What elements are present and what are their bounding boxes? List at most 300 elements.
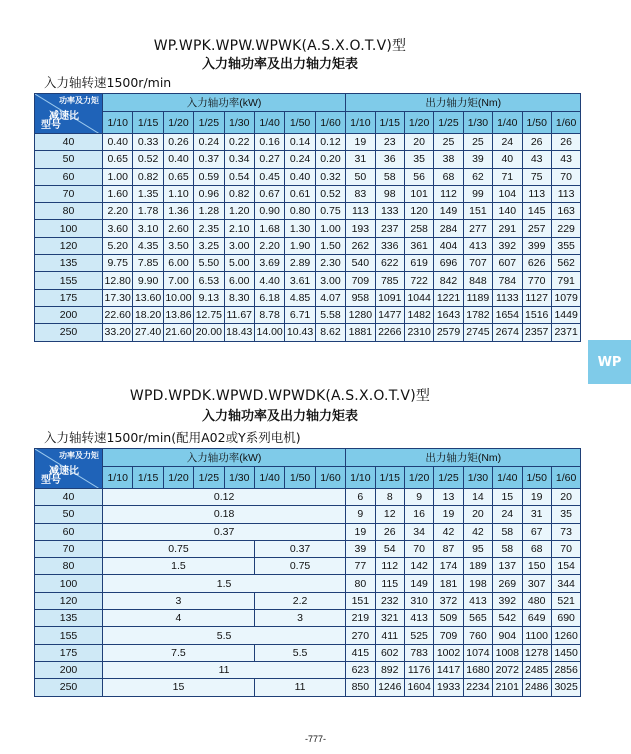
torque-cell: 1246 [375, 679, 404, 696]
torque-cell: 16 [404, 506, 433, 523]
power-cell: 12.80 [103, 272, 133, 289]
power-cell: 0.65 [103, 151, 133, 168]
torque-cell: 193 [346, 220, 375, 237]
power-cell: 1.20 [224, 203, 254, 220]
power-cell: 4.40 [254, 272, 284, 289]
power-cell: 2.10 [224, 220, 254, 237]
power-cell: 0.37 [194, 151, 224, 168]
power-cell: 8.62 [315, 324, 345, 341]
torque-cell: 67 [522, 523, 551, 540]
torque-cell: 140 [493, 203, 522, 220]
output-torque-header: 出力轴力矩(Nm) [346, 94, 581, 112]
torque-cell: 50 [346, 168, 375, 185]
torque-cell: 73 [551, 523, 580, 540]
torque-cell: 6 [346, 489, 375, 506]
power-cell: 3.69 [254, 255, 284, 272]
power-cell: 0.67 [254, 185, 284, 202]
corner-header-cell [35, 94, 103, 134]
torque-cell: 20 [463, 506, 492, 523]
torque-cell: 43 [522, 151, 551, 168]
torque-cell: 521 [551, 592, 580, 609]
torque-cell: 602 [375, 644, 404, 661]
model-cell: 200 [35, 661, 103, 678]
torque-cell: 87 [434, 540, 463, 557]
power-cell: 3.00 [224, 237, 254, 254]
output-ratio-header: 1/10 [346, 467, 375, 489]
torque-cell: 607 [493, 255, 522, 272]
power-cell: 0.82 [133, 168, 163, 185]
corner-header-cell [35, 449, 103, 489]
model-cell: 60 [35, 523, 103, 540]
power-cell: 0.75 [103, 540, 255, 557]
torque-cell: 20 [551, 489, 580, 506]
torque-cell: 39 [463, 151, 492, 168]
torque-cell: 307 [522, 575, 551, 592]
torque-cell: 26 [375, 523, 404, 540]
torque-cell: 413 [463, 592, 492, 609]
torque-cell: 2745 [463, 324, 492, 341]
table-row [35, 644, 581, 661]
input-ratio-header: 1/50 [285, 467, 315, 489]
torque-cell: 80 [346, 575, 375, 592]
page-number: -777- [304, 734, 326, 744]
torque-cell: 70 [404, 540, 433, 557]
torque-cell: 1091 [375, 289, 404, 306]
torque-cell: 1450 [551, 644, 580, 661]
input-power-header: 入力轴功率(kW) [103, 94, 346, 112]
table-row [35, 289, 581, 306]
power-cell: 10.00 [163, 289, 193, 306]
torque-cell: 150 [522, 558, 551, 575]
torque-cell: 1100 [522, 627, 551, 644]
torque-cell: 480 [522, 592, 551, 609]
torque-cell: 113 [551, 185, 580, 202]
torque-cell: 540 [346, 255, 375, 272]
torque-cell: 9 [404, 489, 433, 506]
torque-cell: 2072 [493, 661, 522, 678]
power-cell: 18.20 [133, 306, 163, 323]
torque-cell: 83 [346, 185, 375, 202]
input-ratio-header: 1/25 [194, 112, 224, 134]
torque-cell: 565 [463, 610, 492, 627]
model-cell: 50 [35, 151, 103, 168]
power-cell: 5.20 [103, 237, 133, 254]
torque-cell: 1278 [522, 644, 551, 661]
torque-cell: 1280 [346, 306, 375, 323]
power-cell: 0.61 [285, 185, 315, 202]
table-row [35, 168, 581, 185]
torque-cell: 372 [434, 592, 463, 609]
power-cell: 1.36 [163, 203, 193, 220]
torque-cell: 1002 [434, 644, 463, 661]
torque-cell: 237 [375, 220, 404, 237]
torque-cell: 709 [434, 627, 463, 644]
torque-cell: 1133 [493, 289, 522, 306]
table-row [35, 506, 581, 523]
torque-cell: 99 [463, 185, 492, 202]
input-ratio-header: 1/60 [315, 467, 345, 489]
torque-cell: 310 [404, 592, 433, 609]
torque-cell: 892 [375, 661, 404, 678]
torque-cell: 35 [404, 151, 433, 168]
torque-cell: 151 [463, 203, 492, 220]
power-cell: 6.00 [224, 272, 254, 289]
torque-cell: 336 [375, 237, 404, 254]
output-ratio-header: 1/40 [493, 467, 522, 489]
torque-cell: 12 [375, 506, 404, 523]
torque-cell: 115 [375, 575, 404, 592]
table-row [35, 558, 581, 575]
torque-cell: 174 [434, 558, 463, 575]
torque-cell: 2234 [463, 679, 492, 696]
power-cell: 0.24 [285, 151, 315, 168]
power-cell: 0.27 [254, 151, 284, 168]
power-cell: 4 [103, 610, 255, 627]
model-cell: 40 [35, 489, 103, 506]
input-ratio-header: 1/10 [103, 112, 133, 134]
corner-label-power-torque: 功率及力矩 [59, 96, 99, 105]
header-row [35, 94, 581, 112]
model-cell: 60 [35, 168, 103, 185]
input-ratio-header: 1/15 [133, 112, 163, 134]
torque-cell: 9 [346, 506, 375, 523]
power-cell: 2.20 [103, 203, 133, 220]
model-cell: 120 [35, 592, 103, 609]
power-cell: 1.28 [194, 203, 224, 220]
torque-cell: 38 [434, 151, 463, 168]
power-cell: 0.40 [163, 151, 193, 168]
torque-cell: 14 [463, 489, 492, 506]
power-cell: 0.14 [285, 134, 315, 151]
ratio-row [35, 467, 581, 489]
torque-cell: 163 [551, 203, 580, 220]
torque-cell: 20 [404, 134, 433, 151]
power-cell: 0.20 [315, 151, 345, 168]
power-cell: 15 [103, 679, 255, 696]
power-cell: 4.35 [133, 237, 163, 254]
torque-cell: 2486 [522, 679, 551, 696]
power-cell: 18.43 [224, 324, 254, 341]
model-cell: 100 [35, 575, 103, 592]
power-cell: 27.40 [133, 324, 163, 341]
input-ratio-header: 1/40 [254, 112, 284, 134]
input-ratio-header: 1/10 [103, 467, 133, 489]
torque-cell: 189 [463, 558, 492, 575]
torque-cell: 1516 [522, 306, 551, 323]
power-cell: 0.90 [254, 203, 284, 220]
table-row [35, 272, 581, 289]
torque-cell: 2310 [404, 324, 433, 341]
torque-cell: 258 [404, 220, 433, 237]
torque-cell: 649 [522, 610, 551, 627]
torque-cell: 344 [551, 575, 580, 592]
torque-cell: 145 [522, 203, 551, 220]
torque-cell: 760 [463, 627, 492, 644]
output-ratio-header: 1/30 [463, 112, 492, 134]
torque-cell: 623 [346, 661, 375, 678]
power-cell: 0.45 [254, 168, 284, 185]
output-torque-header: 出力轴力矩(Nm) [346, 449, 581, 467]
torque-cell: 707 [463, 255, 492, 272]
power-cell: 1.50 [315, 237, 345, 254]
torque-cell: 56 [404, 168, 433, 185]
section2-subtitle: 入力轴功率及出力轴力矩表 [201, 409, 358, 424]
power-cell: 2.20 [254, 237, 284, 254]
torque-cell: 70 [551, 168, 580, 185]
torque-cell: 509 [434, 610, 463, 627]
power-cell: 0.18 [103, 506, 346, 523]
output-ratio-header: 1/50 [522, 112, 551, 134]
torque-cell: 2674 [493, 324, 522, 341]
power-cell: 3.00 [315, 272, 345, 289]
power-cell: 4.85 [285, 289, 315, 306]
power-cell: 3.10 [133, 220, 163, 237]
model-cell: 80 [35, 203, 103, 220]
power-cell: 7.85 [133, 255, 163, 272]
torque-cell: 392 [493, 592, 522, 609]
torque-cell: 24 [493, 134, 522, 151]
power-cell: 2.30 [315, 255, 345, 272]
power-cell: 5.58 [315, 306, 345, 323]
table-row [35, 679, 581, 696]
power-cell: 9.13 [194, 289, 224, 306]
power-cell: 2.2 [254, 592, 345, 609]
power-cell: 17.30 [103, 289, 133, 306]
power-cell: 1.00 [315, 220, 345, 237]
torque-cell: 415 [346, 644, 375, 661]
table-row [35, 575, 581, 592]
power-cell: 0.40 [285, 168, 315, 185]
torque-cell: 1680 [463, 661, 492, 678]
torque-cell: 95 [463, 540, 492, 557]
torque-cell: 120 [404, 203, 433, 220]
power-cell: 0.12 [103, 489, 346, 506]
power-cell: 1.10 [163, 185, 193, 202]
power-cell: 0.37 [103, 523, 346, 540]
torque-cell: 785 [375, 272, 404, 289]
torque-cell: 198 [463, 575, 492, 592]
torque-cell: 58 [375, 168, 404, 185]
torque-cell: 404 [434, 237, 463, 254]
torque-cell: 137 [493, 558, 522, 575]
model-cell: 70 [35, 540, 103, 557]
model-cell: 175 [35, 644, 103, 661]
torque-cell: 19 [346, 523, 375, 540]
model-cell: 250 [35, 679, 103, 696]
model-cell: 120 [35, 237, 103, 254]
input-ratio-header: 1/40 [254, 467, 284, 489]
power-cell: 0.52 [315, 185, 345, 202]
power-cell: 3 [254, 610, 345, 627]
power-cell: 10.43 [285, 324, 315, 341]
power-cell: 5.00 [224, 255, 254, 272]
power-cell: 11 [103, 661, 346, 678]
ratio-row [35, 112, 581, 134]
torque-cell: 904 [493, 627, 522, 644]
power-cell: 0.22 [224, 134, 254, 151]
torque-cell: 75 [522, 168, 551, 185]
output-ratio-header: 1/15 [375, 112, 404, 134]
table-row [35, 220, 581, 237]
torque-cell: 284 [434, 220, 463, 237]
section2-title: WPD.WPDK.WPWD.WPWDK(A.S.X.O.T.V)型 [129, 388, 431, 404]
power-cell: 20.00 [194, 324, 224, 341]
table-row [35, 203, 581, 220]
power-cell: 0.59 [194, 168, 224, 185]
power-cell: 0.32 [315, 168, 345, 185]
power-cell: 0.52 [133, 151, 163, 168]
power-cell: 13.60 [133, 289, 163, 306]
torque-cell: 1654 [493, 306, 522, 323]
torque-cell: 19 [522, 489, 551, 506]
power-cell: 3.25 [194, 237, 224, 254]
torque-cell: 355 [551, 237, 580, 254]
torque-cell: 151 [346, 592, 375, 609]
torque-cell: 19 [346, 134, 375, 151]
table-row [35, 610, 581, 627]
model-cell: 50 [35, 506, 103, 523]
torque-cell: 2579 [434, 324, 463, 341]
torque-cell: 40 [493, 151, 522, 168]
torque-cell: 36 [375, 151, 404, 168]
output-ratio-header: 1/50 [522, 467, 551, 489]
power-cell: 1.78 [133, 203, 163, 220]
torque-cell: 68 [522, 540, 551, 557]
table-row [35, 489, 581, 506]
torque-cell: 13 [434, 489, 463, 506]
power-cell: 2.35 [194, 220, 224, 237]
power-cell: 3.60 [103, 220, 133, 237]
power-cell: 0.75 [315, 203, 345, 220]
section1-table [34, 93, 581, 342]
power-cell: 33.20 [103, 324, 133, 341]
torque-cell: 154 [551, 558, 580, 575]
torque-cell: 113 [346, 203, 375, 220]
power-cell: 1.00 [103, 168, 133, 185]
corner-label-ratio: 减速比 [49, 111, 79, 122]
output-ratio-header: 1/10 [346, 112, 375, 134]
torque-cell: 25 [434, 134, 463, 151]
torque-cell: 112 [434, 185, 463, 202]
output-ratio-header: 1/20 [404, 467, 433, 489]
torque-cell: 1189 [463, 289, 492, 306]
torque-cell: 70 [551, 540, 580, 557]
power-cell: 0.65 [163, 168, 193, 185]
torque-cell: 77 [346, 558, 375, 575]
torque-cell: 277 [463, 220, 492, 237]
power-cell: 5.5 [103, 627, 346, 644]
torque-cell: 791 [551, 272, 580, 289]
torque-cell: 2101 [493, 679, 522, 696]
table-row [35, 255, 581, 272]
output-ratio-header: 1/25 [434, 467, 463, 489]
table-row [35, 592, 581, 609]
power-cell: 0.54 [224, 168, 254, 185]
section1-subtitle: 入力轴功率及出力轴力矩表 [201, 57, 358, 72]
torque-cell: 257 [522, 220, 551, 237]
power-cell: 9.90 [133, 272, 163, 289]
torque-cell: 1044 [404, 289, 433, 306]
torque-cell: 2485 [522, 661, 551, 678]
section1-speed-note: 入力轴转速1500r/min [44, 75, 172, 90]
torque-cell: 411 [375, 627, 404, 644]
table-row [35, 661, 581, 678]
section1-title: WP.WPK.WPW.WPWK(A.S.X.O.T.V)型 [153, 38, 407, 54]
input-ratio-header: 1/30 [224, 467, 254, 489]
torque-cell: 68 [434, 168, 463, 185]
torque-cell: 24 [493, 506, 522, 523]
input-ratio-header: 1/50 [285, 112, 315, 134]
power-cell: 9.75 [103, 255, 133, 272]
power-cell: 0.37 [254, 540, 345, 557]
torque-cell: 848 [463, 272, 492, 289]
corner-label-ratio: 减速比 [49, 466, 79, 477]
torque-cell: 112 [375, 558, 404, 575]
input-ratio-header: 1/60 [315, 112, 345, 134]
power-cell: 1.5 [103, 558, 255, 575]
table-row [35, 324, 581, 341]
power-cell: 1.30 [285, 220, 315, 237]
output-ratio-header: 1/15 [375, 467, 404, 489]
torque-cell: 71 [493, 168, 522, 185]
torque-cell: 142 [404, 558, 433, 575]
power-cell: 5.50 [194, 255, 224, 272]
torque-cell: 2357 [522, 324, 551, 341]
torque-cell: 1643 [434, 306, 463, 323]
power-cell: 13.86 [163, 306, 193, 323]
model-cell: 135 [35, 610, 103, 627]
power-cell: 6.18 [254, 289, 284, 306]
power-cell: 14.00 [254, 324, 284, 341]
torque-cell: 25 [463, 134, 492, 151]
power-cell: 1.68 [254, 220, 284, 237]
section2-table [34, 448, 581, 697]
torque-cell: 619 [404, 255, 433, 272]
torque-cell: 413 [463, 237, 492, 254]
input-ratio-header: 1/30 [224, 112, 254, 134]
torque-cell: 133 [375, 203, 404, 220]
input-ratio-header: 1/15 [133, 467, 163, 489]
table-row [35, 237, 581, 254]
torque-cell: 2371 [551, 324, 580, 341]
power-cell: 6.71 [285, 306, 315, 323]
power-cell: 0.75 [254, 558, 345, 575]
torque-cell: 3025 [551, 679, 580, 696]
power-cell: 1.90 [285, 237, 315, 254]
torque-cell: 15 [493, 489, 522, 506]
model-cell: 100 [35, 220, 103, 237]
model-cell: 80 [35, 558, 103, 575]
torque-cell: 26 [551, 134, 580, 151]
output-ratio-header: 1/40 [493, 112, 522, 134]
torque-cell: 113 [522, 185, 551, 202]
power-cell: 0.40 [103, 134, 133, 151]
torque-cell: 770 [522, 272, 551, 289]
torque-cell: 1881 [346, 324, 375, 341]
power-cell: 0.33 [133, 134, 163, 151]
torque-cell: 722 [404, 272, 433, 289]
model-cell: 155 [35, 272, 103, 289]
power-cell: 0.82 [224, 185, 254, 202]
torque-cell: 101 [404, 185, 433, 202]
torque-cell: 232 [375, 592, 404, 609]
torque-cell: 19 [434, 506, 463, 523]
power-cell: 0.12 [315, 134, 345, 151]
output-ratio-header: 1/60 [551, 112, 580, 134]
torque-cell: 269 [493, 575, 522, 592]
torque-cell: 361 [404, 237, 433, 254]
torque-cell: 321 [375, 610, 404, 627]
